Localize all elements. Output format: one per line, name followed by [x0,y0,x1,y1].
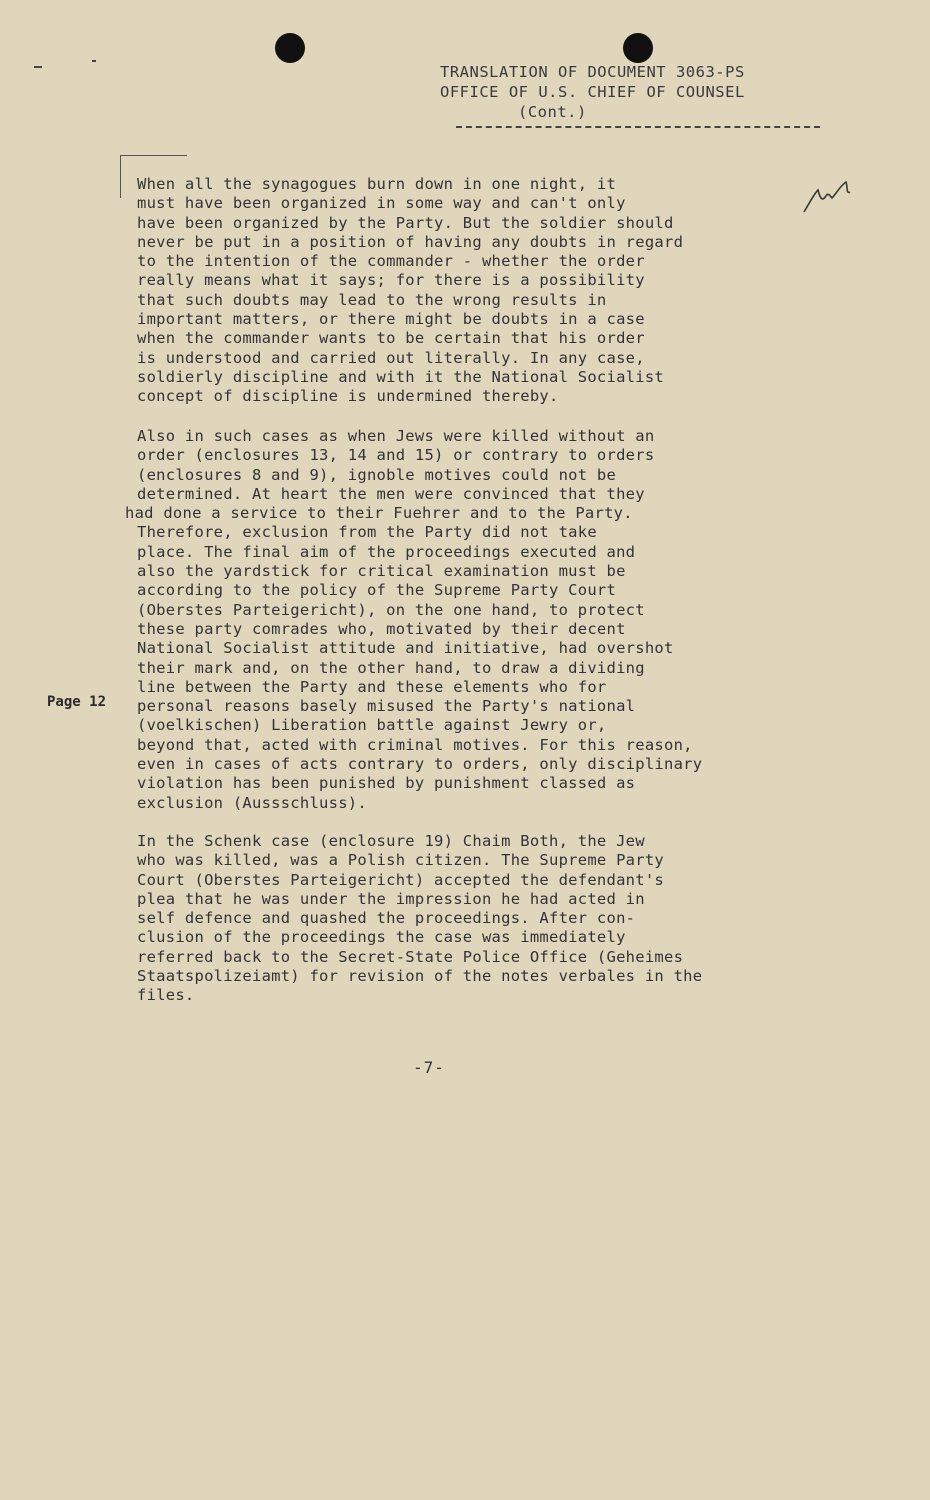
text-line: who was killed, was a Polish citizen. The Supreme Party [137,851,664,870]
text-line: beyond that, acted with criminal motives. For this reason, [137,735,693,754]
text-line: when the commander wants to be certain that his order [137,329,645,348]
speck-mark [34,66,42,68]
text-line: that such doubts may lead to the wrong results in [137,290,607,309]
text-line: place. The final aim of the proceedings executed and [137,542,636,561]
header-rule [456,126,820,128]
text-line: according to the policy of the Supreme Party Court [137,581,617,600]
text-line: files. [137,986,195,1005]
text-line: Court (Oberstes Parteigericht) accepted the defendant's [137,870,664,889]
text-line: their mark and, on the other hand, to draw a dividing [137,658,645,677]
paragraph-1 [137,175,837,407]
text-line: In the Schenk case (enclosure 19) Chaim Both, the Jew [137,832,645,850]
text-line: plea that he was under the impression he had acted in [137,889,645,908]
text-line: National Socialist attitude and initiative, had overshot [137,639,674,658]
header-line-3: (Cont.) [518,103,587,121]
text-line: (Oberstes Parteigericht), on the one hand, to protect [137,600,645,619]
text-line: order (enclosures 13, 14 and 15) or contrary to orders [137,446,655,465]
text-line: had done a service to their Fuehrer and to the Party. [125,504,633,523]
paragraph-3 [137,832,837,1006]
text-line: Therefore, exclusion from the Party did not take [137,523,597,542]
text-line: to the intention of the commander - whether the order [137,252,645,271]
text-line: personal reasons basely misused the Party's national [137,697,636,716]
text-line: line between the Party and these elements who for [137,677,607,696]
text-line: Staatspolizeiamt) for revision of the notes verbales in the [137,967,703,986]
text-line: soldierly discipline and with it the National Socialist [137,367,664,386]
punch-hole-left [275,33,305,63]
text-line: self defence and quashed the proceedings. After con- [137,909,636,928]
text-line: have been organized by the Party. But the soldier should [137,213,674,232]
paragraph-2 [125,427,837,813]
text-line: concept of discipline is undermined thereby. [137,387,559,406]
page-number: -7- [413,1058,445,1077]
text-line: determined. At heart the men were convinced that they [137,484,645,503]
punch-hole-right [623,33,653,63]
text-line: important matters, or there might be doubts in a case [137,310,645,329]
margin-page-note: Page 12 [47,694,107,710]
text-line: (enclosures 8 and 9), ignoble motives could not be [137,465,617,484]
text-line: violation has been punished by punishment classed as [137,774,636,793]
text-line: clusion of the proceedings the case was immediately [137,928,626,947]
header-line-1: TRANSLATION OF DOCUMENT 3063-PS [440,63,745,81]
text-line: (voelkischen) Liberation battle against Jewry or, [137,716,607,735]
text-line: never be put in a position of having any doubts in regard [137,232,684,251]
header-line-2: OFFICE OF U.S. CHIEF OF COUNSEL [440,83,745,101]
text-line: must have been organized in some way and can't only [137,194,626,213]
text-line: exclusion (Aussschluss). [137,793,367,812]
text-line: is understood and carried out literally. In any case, [137,348,645,367]
text-line: Also in such cases as when Jews were killed without an [137,427,655,445]
speck-mark [92,60,96,62]
text-line: When all the synagogues burn down in one night, it [137,175,617,193]
text-line: these party comrades who, motivated by their decent [137,619,626,638]
document-header [440,62,820,122]
text-line: even in cases of acts contrary to orders, only disciplinary [137,755,703,774]
text-line: really means what it says; for there is a possibility [137,271,645,290]
text-line: also the yardstick for critical examination must be [137,562,626,581]
text-line: referred back to the Secret-State Police Office (Geheimes [137,947,684,966]
